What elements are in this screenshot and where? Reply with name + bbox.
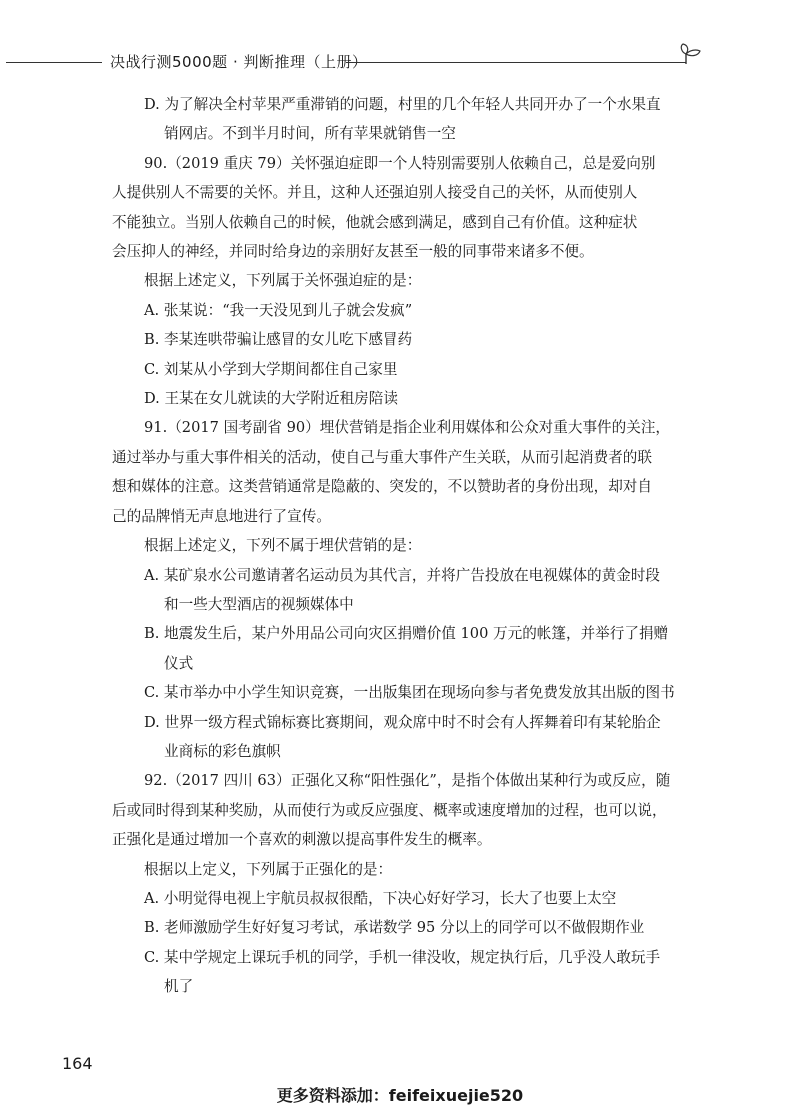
book-title: 决战行测5000题 · 判断推理（上册） bbox=[110, 53, 368, 71]
page-number: 164 bbox=[62, 1054, 93, 1073]
q90-option-b: B. 李某连哄带骗让感冒的女儿吃下感冒药 bbox=[144, 331, 413, 349]
q89-option-d-line1: D. 为了解决全村苹果严重滞销的问题，村里的几个年轻人共同开办了一个水果直 bbox=[144, 96, 661, 113]
q91-stem-line4: 己的品牌悄无声息地进行了宣传。 bbox=[112, 507, 331, 525]
q90-stem-line4: 会压抑人的神经，并同时给身边的亲朋好友甚至一般的同事带来诸多不便。 bbox=[112, 243, 594, 261]
q89-option-d-line2: 销网店。不到半月时间，所有苹果就销售一空 bbox=[164, 125, 456, 143]
q92-stem-line1: 92.（2017 四川 63）正强化又称“阳性强化”，是指个体做出某种行为或反应，随 bbox=[144, 772, 671, 790]
q90-stem-line2: 人提供别人不需要的关怀。并且，这种人还强迫别人接受自己的关怀，从而使别人 bbox=[112, 184, 638, 202]
q91-stem-line2: 通过举办与重大事件相关的活动，使自己与重大事件产生关联，从而引起消费者的联 bbox=[112, 448, 652, 466]
header-rule-right bbox=[346, 62, 686, 63]
page-body bbox=[112, 90, 702, 1002]
q91-prompt: 根据上述定义，下列不属于埋伏营销的是： bbox=[144, 537, 422, 555]
q90-prompt: 根据上述定义，下列属于关怀强迫症的是： bbox=[144, 272, 422, 290]
q92-option-c-line1: C. 某中学规定上课玩手机的同学，手机一律没收，规定执行后，几乎没人敢玩手 bbox=[144, 948, 661, 966]
q91-option-a-line1: A. 某矿泉水公司邀请著名运动员为其代言，并将广告投放在电视媒体的黄金时段 bbox=[144, 566, 661, 584]
q90-option-c: C. 刘某从小学到大学期间都住自己家里 bbox=[144, 360, 398, 378]
header-rule-left bbox=[6, 62, 102, 63]
q90-stem-line1: 90.（2019 重庆 79）关怀强迫症即一个人特别需要别人依赖自己，总是爱向别 bbox=[144, 154, 656, 172]
q91-option-a-line2: 和一些大型酒店的视频媒体中 bbox=[164, 595, 354, 613]
footer-note: 更多资料添加：feifeixuejie520 bbox=[276, 1086, 524, 1105]
running-header bbox=[0, 38, 800, 78]
q91-stem-line1: 91.（2017 国考副省 90）埋伏营销是指企业利用媒体和公众对重大事件的关注， bbox=[144, 419, 671, 437]
q92-option-c-line2: 机了 bbox=[164, 978, 194, 996]
q91-option-b-line1: B. 地震发生后，某户外用品公司向灾区捐赠价值 100 万元的帐篷，并举行了捐赠 bbox=[144, 625, 669, 643]
q92-option-a: A. 小明觉得电视上宇航员叔叔很酷，下决心好好学习，长大了也要上太空 bbox=[144, 889, 617, 907]
q90-option-a: A. 张某说：“我一天没见到儿子就会发疯” bbox=[144, 301, 413, 319]
q92-prompt: 根据以上定义，下列属于正强化的是： bbox=[144, 860, 393, 878]
q90-stem-line3: 不能独立。当别人依赖自己的时候，他就会感到满足，感到自己有价值。这种症状 bbox=[112, 213, 638, 231]
q91-option-d-line1: D. 世界一级方程式锦标赛比赛期间，观众席中时不时会有人挥舞着印有某轮胎企 bbox=[144, 713, 661, 731]
q91-stem-line3: 想和媒体的注意。这类营销通常是隐蔽的、突发的，不以赞助者的身份出现，却对自 bbox=[112, 478, 652, 496]
sprout-leaf-icon bbox=[680, 40, 710, 66]
q91-option-c: C. 某市举办中小学生知识竞赛，一出版集团在现场向参与者免费发放其出版的图书 bbox=[144, 684, 675, 702]
q91-option-d-line2: 业商标的彩色旗帜 bbox=[164, 742, 281, 760]
q92-stem-line2: 后或同时得到某种奖励，从而使行为或反应强度、概率或速度增加的过程，也可以说， bbox=[112, 801, 667, 819]
q90-option-d: D. 王某在女儿就读的大学附近租房陪读 bbox=[144, 390, 398, 408]
q92-option-b: B. 老师激励学生好好复习考试，承诺数学 95 分以上的同学可以不做假期作业 bbox=[144, 919, 645, 937]
q91-option-b-line2: 仪式 bbox=[164, 654, 194, 672]
q92-stem-line3: 正强化是通过增加一个喜欢的刺激以提高事件发生的概率。 bbox=[112, 831, 492, 849]
